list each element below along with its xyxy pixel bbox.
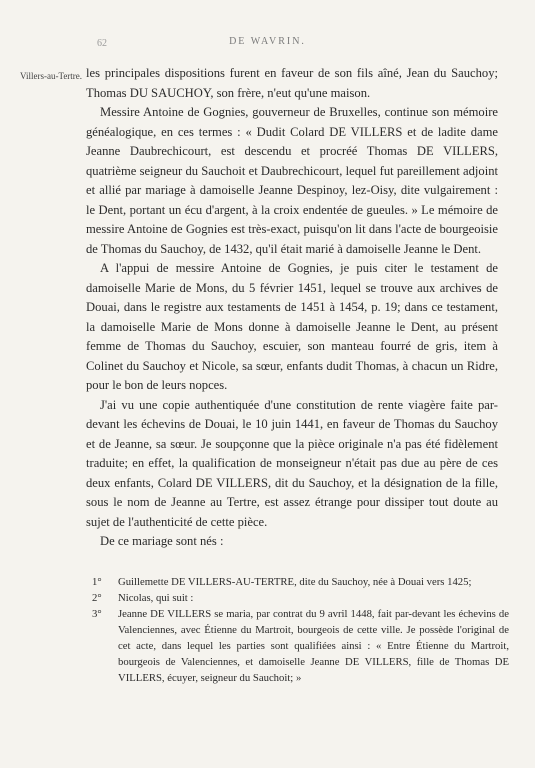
list-number: 3° bbox=[92, 608, 102, 620]
children-list bbox=[92, 574, 509, 686]
page-number: 62 bbox=[97, 38, 107, 49]
list-number: 2° bbox=[92, 592, 102, 604]
paragraph: De ce mariage sont nés : bbox=[100, 534, 224, 548]
paragraph: A l'appui de messire Antoine de Gognies, je puis citer le testament de damoiselle Marie de Mons, du 5 février 1451, lequel se trouve aux archives de Douai, dans le registre aux testaments de 1451 à 1454, p. 19; dans ce testament, la damoiselle Marie de Mons donne à damoiselle Jeanne le Dent, au présent femme de Thomas du Sauchoy, escuier, son manteau fourré de gris, item à Colinet du Sauchoy et Nicole, sa sœur, enfants dudit Thomas, à chacun un Ridre, pour le bon de leurs nopces. bbox=[86, 261, 498, 392]
list-text: Guillemette DE VILLERS-AU-TERTRE, dite du Sauchoy, née à Douai vers 1425; bbox=[118, 576, 472, 588]
list-text: Jeanne DE VILLERS se maria, par contrat du 9 avril 1448, fait par-devant les échevins de Valenciennes, avec Étienne du Martroit, bourgeois de cette ville. Je possède l'original de cet acte, dans lequel les parties sont qualifiées ainsi : « Entre Étienne du Martroit, bourgeois de Valenciennes, et damoiselle Jeanne DE VILLERS, fille de Thomas DE VILLERS, écuyer, seigneur du Sauchoit; » bbox=[118, 608, 509, 684]
body-text bbox=[86, 64, 498, 552]
list-item bbox=[92, 590, 509, 606]
paragraph: Messire Antoine de Gognies, gouverneur de Bruxelles, continue son mémoire généalogique, en ces termes : « Dudit Colard DE VILLERS et de ladite dame Jeanne Daubrechicourt, est descendu et procréé Thomas DE VILLERS, quatrième seigneur du Sauchoit et Daubrechicourt, lequel fut pareillement adjoint et allié par mariage à damoiselle Jeanne Despinoy, lez-Oisy, dite vulgairement : le Dent, portant un écu d'argent, à la croix endentée de gueules. » Le mémoire de messire Antoine de Gognies est très-exact, puisqu'on lit dans l'acte de bourgeoisie de Thomas du Sauchoy, de 1432, qu'il était marié à damoiselle Jeanne le Dent. bbox=[86, 105, 498, 256]
list-item bbox=[92, 574, 509, 590]
list-text: Nicolas, qui suit : bbox=[118, 592, 194, 604]
margin-note: Villers-au-Tertre. bbox=[20, 71, 83, 81]
paragraph: les principales dispositions furent en faveur de son fils aîné, Jean du Sauchoy; Thomas DU SAUCHOY, son frère, n'eut qu'une maison. bbox=[86, 66, 498, 100]
running-head: DE WAVRIN. bbox=[229, 36, 306, 47]
list-number: 1° bbox=[92, 576, 102, 588]
list-item bbox=[92, 606, 509, 686]
paragraph: J'ai vu une copie authentiquée d'une constitution de rente viagère faite par-devant les échevins de Douai, le 10 juin 1441, en faveur de Thomas du Sauchoy et de Jeanne, sa sœur. Je soupçonne que la pièce originale n'a pas été fidèlement traduite; en effet, la qualification de monseigneur n'était pas due au père de ces deux enfants, Colard DE VILLERS, dit du Sauchoy, et la désignation de la fille, sous le nom de Jeanne au Tertre, est assez étrange pour dissiper tout doute au sujet de l'authenticité de cette pièce. bbox=[86, 397, 498, 529]
